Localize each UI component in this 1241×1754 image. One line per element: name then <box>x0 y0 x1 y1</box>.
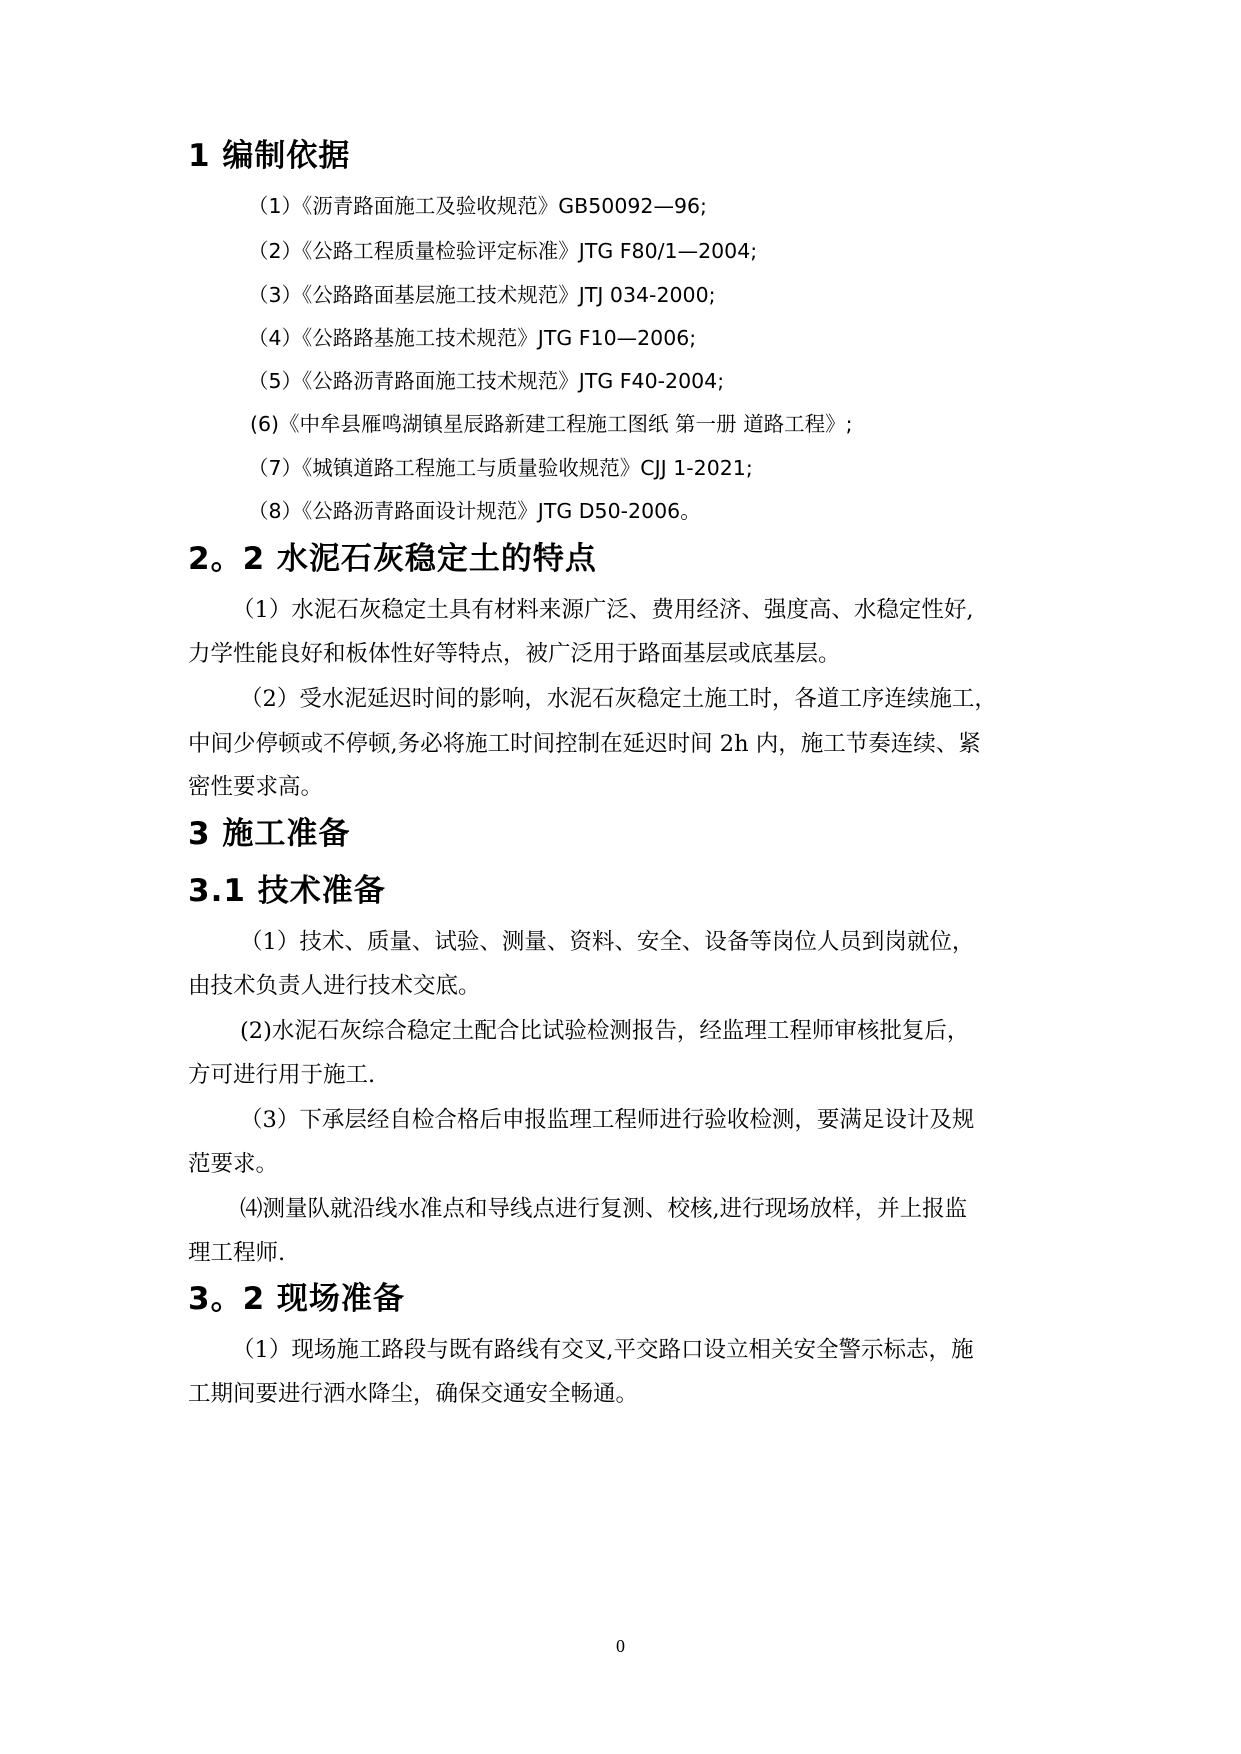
paragraph-line: （3）下承层经自检合格后申报监理工程师进行验收检测，要满足设计及规 <box>240 1107 975 1133</box>
paragraph-line: （1）现场施工路段与既有路线有交叉,平交路口设立相关安全警示标志，施 <box>232 1337 974 1363</box>
section-3-2-heading: 3。2 现场准备 <box>188 1281 405 1317</box>
paragraph-line: (2)水泥石灰综合稳定土配合比试验检测报告，经监理工程师审核批复后， <box>240 1018 970 1044</box>
paragraph-line: ⑷测量队就沿线水准点和导线点进行复测、校核,进行现场放样，并上报监 <box>240 1196 968 1222</box>
paragraph-line: 中间少停顿或不停顿,务必将施工时间控制在延迟时间 2h 内，施工节奏连续、紧 <box>188 731 981 757</box>
section-2-2-heading: 2。2 水泥石灰稳定土的特点 <box>188 541 597 577</box>
paragraph-line: 密性要求高。 <box>188 774 324 800</box>
reference-item-5: （5）《公路沥青路面施工技术规范》JTG F40-2004; <box>248 369 725 393</box>
reference-item-4: （4）《公路路基施工技术规范》JTG F10—2006; <box>248 326 697 350</box>
paragraph-line: 工期间要进行洒水降尘，确保交通安全畅通。 <box>188 1381 639 1407</box>
paragraph-line: 范要求。 <box>188 1151 279 1177</box>
reference-item-8: （8）《公路沥青路面设计规范》JTG D50-2006。 <box>248 499 701 523</box>
paragraph-line: （2）受水泥延迟时间的影响，水泥石灰稳定土施工时，各道工序连续施工， <box>240 686 997 712</box>
paragraph-line: （1）水泥石灰稳定土具有材料来源广泛、费用经济、强度高、水稳定性好, <box>232 597 974 623</box>
paragraph-line: 力学性能良好和板体性好等特点，被广泛用于路面基层或底基层。 <box>188 641 841 667</box>
reference-item-6: (6)《中牟县雁鸣湖镇星辰路新建工程施工图纸 第一册 道路工程》; <box>250 412 853 436</box>
paragraph-line: （1）技术、质量、试验、测量、资料、安全、设备等岗位人员到岗就位， <box>240 929 975 955</box>
reference-item-7: （7）《城镇道路工程施工与质量验收规范》CJJ 1-2021; <box>248 456 753 480</box>
paragraph-line: 由技术负责人进行技术交底。 <box>188 973 481 999</box>
page-number: 0 <box>616 1636 625 1656</box>
section-3-heading: 3 施工准备 <box>188 816 351 852</box>
reference-item-3: （3）《公路路面基层施工技术规范》JTJ 034-2000; <box>248 283 716 307</box>
section-1-heading: 1 编制依据 <box>188 138 351 174</box>
reference-item-2: （2）《公路工程质量检验评定标准》JTG F80/1—2004; <box>248 239 758 263</box>
reference-item-1: （1）《沥青路面施工及验收规范》GB50092—96; <box>248 194 707 218</box>
section-3-1-heading: 3.1 技术准备 <box>188 873 386 909</box>
paragraph-line: 方可进行用于施工. <box>188 1062 376 1088</box>
paragraph-line: 理工程师. <box>188 1240 286 1266</box>
